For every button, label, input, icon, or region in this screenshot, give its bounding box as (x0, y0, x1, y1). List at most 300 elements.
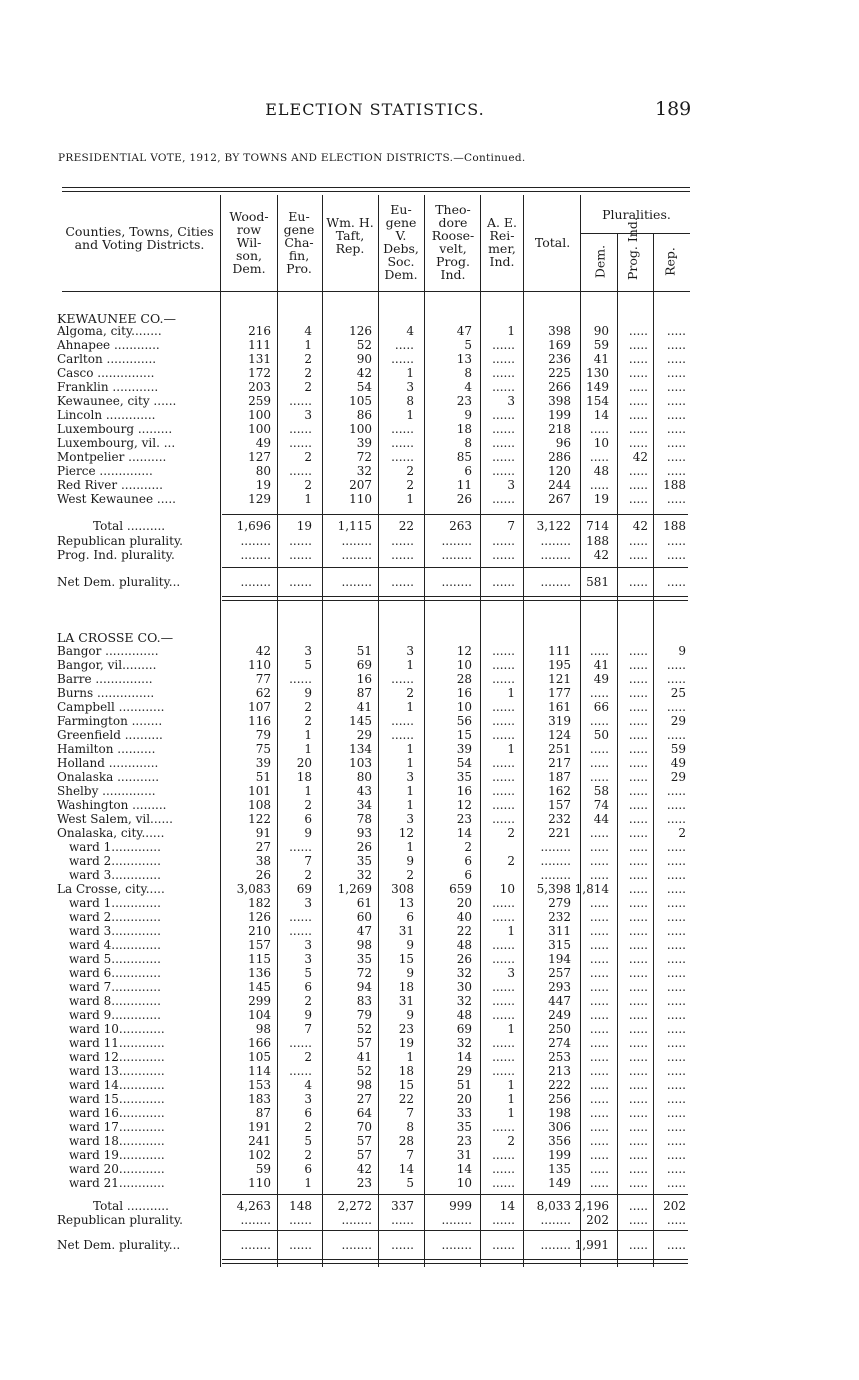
cell-taft: ........ (341, 534, 372, 548)
cell-chafin: 18 (296, 770, 312, 784)
cell-taft: 29 (356, 728, 372, 742)
cell-plur-prog: ..... (628, 478, 648, 492)
cell-wilson: ........ (240, 575, 271, 589)
cell-debs: 2 (406, 686, 414, 700)
cell-plur-dem: ..... (589, 1134, 609, 1148)
cell-taft: 57 (356, 1148, 372, 1162)
cell-chafin: 2 (304, 798, 312, 812)
cell-plur-prog: ..... (628, 658, 648, 672)
cell-wilson: 108 (248, 798, 271, 812)
cell-wilson: 153 (248, 1078, 271, 1092)
cell-total: 319 (548, 714, 571, 728)
row-label: ward 7............. (69, 980, 161, 994)
row-label: ward 4............. (69, 938, 161, 952)
cell-reimer: ...... (492, 1008, 515, 1022)
cell-debs: 1 (406, 366, 414, 380)
row-label: ward 20............ (69, 1162, 165, 1176)
cell-plur-rep: ..... (666, 882, 686, 896)
cell-reimer: 2 (507, 1134, 515, 1148)
cell-total: 5,398 (536, 882, 571, 896)
cell-plur-dem: 154 (586, 394, 609, 408)
cell-reimer: ...... (492, 756, 515, 770)
cell-plur-dem: ..... (589, 422, 609, 436)
cell-wilson: 115 (248, 952, 271, 966)
header-bottom-rule (62, 291, 690, 292)
cell-plur-dem: 66 (593, 700, 609, 714)
cell-roosevelt: ........ (441, 548, 472, 562)
cell-debs: 9 (406, 854, 414, 868)
cell-chafin: 2 (304, 700, 312, 714)
cell-wilson: ........ (240, 548, 271, 562)
cell-total: 398 (548, 394, 571, 408)
cell-chafin: 2 (304, 994, 312, 1008)
cell-plur-rep: ..... (666, 1008, 686, 1022)
cell-plur-rep: 29 (670, 714, 686, 728)
cell-plur-prog: ..... (628, 464, 648, 478)
cell-plur-dem: 44 (593, 812, 609, 826)
cell-total: 194 (548, 952, 571, 966)
cell-plur-prog: ..... (628, 770, 648, 784)
cell-chafin: 3 (304, 896, 312, 910)
cell-taft: 207 (349, 478, 372, 492)
cell-plur-prog: ..... (628, 1008, 648, 1022)
cell-taft: 2,272 (337, 1199, 372, 1213)
cell-wilson: 100 (248, 408, 271, 422)
cell-chafin: 3 (304, 952, 312, 966)
cell-chafin: 1 (304, 492, 312, 506)
cell-wilson: ........ (240, 1213, 271, 1227)
cell-roosevelt: 15 (456, 728, 472, 742)
plurality-row (0, 534, 859, 548)
cell-roosevelt: 22 (456, 924, 472, 938)
row-label: Prog. Ind. plurality. (57, 548, 175, 562)
cell-plur-dem: ..... (589, 1008, 609, 1022)
cell-plur-rep: ..... (666, 366, 686, 380)
cell-plur-prog: ..... (628, 1050, 648, 1064)
cell-chafin: 7 (304, 1022, 312, 1036)
cell-total: ........ (540, 534, 571, 548)
cell-plur-dem: 48 (593, 464, 609, 478)
cell-plur-prog: ..... (628, 1199, 648, 1213)
cell-debs: 3 (406, 770, 414, 784)
cell-chafin: ...... (289, 464, 312, 478)
cell-plur-rep: ..... (666, 324, 686, 338)
cell-plur-rep: ..... (666, 1036, 686, 1050)
row-label: ward 5............. (69, 952, 161, 966)
cell-total: 195 (548, 658, 571, 672)
cell-plur-prog: ..... (628, 910, 648, 924)
row-label: Hamilton .......... (57, 742, 156, 756)
cell-debs: 1 (406, 756, 414, 770)
cell-wilson: 42 (255, 644, 271, 658)
cell-debs: 8 (406, 394, 414, 408)
cell-total: 124 (548, 728, 571, 742)
section-end-double-rule (222, 596, 688, 601)
cell-plur-prog: ..... (628, 1162, 648, 1176)
cell-total: 169 (548, 338, 571, 352)
cell-wilson: 259 (248, 394, 271, 408)
cell-total: 222 (548, 1078, 571, 1092)
row-label: West Salem, vil...... (57, 812, 173, 826)
cell-roosevelt: 30 (456, 980, 472, 994)
cell-plur-rep: ..... (666, 672, 686, 686)
cell-chafin: 148 (289, 1199, 312, 1213)
cell-chafin: ...... (289, 672, 312, 686)
cell-debs: 31 (398, 924, 414, 938)
table-row (0, 1120, 859, 1134)
cell-total: 251 (548, 742, 571, 756)
cell-reimer: 1 (507, 1022, 515, 1036)
cell-plur-dem: ..... (589, 742, 609, 756)
table-row (0, 952, 859, 966)
cell-plur-rep: ..... (666, 658, 686, 672)
cell-reimer: ...... (492, 575, 515, 589)
cell-total: 177 (548, 686, 571, 700)
cell-total: 199 (548, 1148, 571, 1162)
cell-plur-dem: ..... (589, 994, 609, 1008)
cell-plur-rep: ..... (666, 980, 686, 994)
cell-plur-rep: ..... (666, 812, 686, 826)
cell-plur-rep: ..... (666, 338, 686, 352)
cell-plur-rep: 2 (678, 826, 686, 840)
cell-plur-dem: 188 (586, 534, 609, 548)
cell-chafin: 1 (304, 728, 312, 742)
cell-taft: 42 (356, 366, 372, 380)
row-label: Farmington ........ (57, 714, 163, 728)
cell-plur-dem: 41 (593, 352, 609, 366)
running-title: ELECTION STATISTICS. (265, 100, 485, 119)
cell-chafin: ...... (289, 1036, 312, 1050)
cell-taft: ........ (341, 548, 372, 562)
cell-total: 447 (548, 994, 571, 1008)
cell-taft: 80 (356, 770, 372, 784)
cell-plur-rep: ..... (666, 952, 686, 966)
cell-wilson: 75 (255, 742, 271, 756)
cell-plur-dem: ..... (589, 952, 609, 966)
cell-chafin: 4 (304, 324, 312, 338)
cell-wilson: 39 (255, 756, 271, 770)
cell-wilson: 126 (248, 910, 271, 924)
cell-taft: 94 (356, 980, 372, 994)
cell-plur-dem: 90 (593, 324, 609, 338)
cell-wilson: 87 (255, 1106, 271, 1120)
cell-roosevelt: 48 (456, 1008, 472, 1022)
cell-debs: 2 (406, 868, 414, 882)
cell-plur-prog: ..... (628, 338, 648, 352)
cell-wilson: ........ (240, 534, 271, 548)
cell-debs: ...... (391, 1238, 414, 1252)
cell-roosevelt: 14 (456, 1162, 472, 1176)
cell-roosevelt: 20 (456, 896, 472, 910)
row-label: ward 10............ (69, 1022, 165, 1036)
cell-taft: 47 (356, 924, 372, 938)
cell-plur-prog: ..... (628, 1134, 648, 1148)
cell-taft: ........ (341, 1238, 372, 1252)
cell-reimer: ...... (492, 380, 515, 394)
cell-reimer: ...... (492, 644, 515, 658)
cell-roosevelt: 32 (456, 1036, 472, 1050)
cell-chafin: 2 (304, 352, 312, 366)
cell-chafin: 20 (296, 756, 312, 770)
cell-plur-dem: ..... (589, 1162, 609, 1176)
cell-reimer: ...... (492, 366, 515, 380)
cell-plur-prog: ..... (628, 1106, 648, 1120)
cell-reimer: ...... (492, 1036, 515, 1050)
cell-total: 225 (548, 366, 571, 380)
cell-plur-rep: ..... (666, 784, 686, 798)
cell-chafin: 2 (304, 366, 312, 380)
cell-taft: 60 (356, 910, 372, 924)
cell-chafin: ...... (289, 910, 312, 924)
cell-plur-prog: ..... (628, 1078, 648, 1092)
row-label: Net Dem. plurality... (57, 1238, 181, 1252)
cell-plur-dem: 59 (593, 338, 609, 352)
cell-debs: 3 (406, 380, 414, 394)
row-label: ward 14............ (69, 1078, 165, 1092)
cell-debs: 1 (406, 798, 414, 812)
cell-plur-rep: ..... (666, 450, 686, 464)
cell-roosevelt: 10 (456, 658, 472, 672)
cell-plur-rep: ..... (666, 394, 686, 408)
cell-wilson: 241 (248, 1134, 271, 1148)
table-row (0, 1106, 859, 1120)
cell-plur-rep: ..... (666, 575, 686, 589)
cell-roosevelt: 10 (456, 700, 472, 714)
cell-chafin: 6 (304, 1162, 312, 1176)
table-row (0, 924, 859, 938)
cell-wilson: 299 (248, 994, 271, 1008)
cell-taft: 103 (349, 756, 372, 770)
cell-plur-dem: ..... (589, 686, 609, 700)
row-label: Franklin ............ (57, 380, 159, 394)
cell-taft: 145 (349, 714, 372, 728)
cell-chafin: 3 (304, 938, 312, 952)
cell-plur-prog: ..... (628, 575, 648, 589)
cell-debs: ...... (391, 534, 414, 548)
cell-plur-rep: ..... (666, 436, 686, 450)
cell-total: 221 (548, 826, 571, 840)
cell-plur-rep: ..... (666, 408, 686, 422)
table-row (0, 436, 859, 450)
cell-plur-dem: 10 (593, 436, 609, 450)
table-row (0, 394, 859, 408)
cell-plur-dem: 19 (593, 492, 609, 506)
cell-reimer: ...... (492, 338, 515, 352)
cell-taft: 34 (356, 798, 372, 812)
cell-plur-prog: ..... (628, 896, 648, 910)
cell-total: 311 (548, 924, 571, 938)
row-label: Barre ............... (57, 672, 153, 686)
cell-plur-dem: 50 (593, 728, 609, 742)
cell-taft: 32 (356, 868, 372, 882)
cell-reimer: ...... (492, 464, 515, 478)
cell-wilson: 49 (255, 436, 271, 450)
cell-plur-rep: ..... (666, 1148, 686, 1162)
cell-total: 279 (548, 896, 571, 910)
row-label: Net Dem. plurality... (57, 575, 181, 589)
cell-reimer: ...... (492, 1238, 515, 1252)
cell-reimer: 1 (507, 686, 515, 700)
cell-plur-prog: ..... (628, 980, 648, 994)
cell-plur-rep: ..... (666, 1162, 686, 1176)
cell-plur-prog: ..... (628, 1064, 648, 1078)
table-row (0, 854, 859, 868)
table-row (0, 826, 859, 840)
cell-wilson: 38 (255, 854, 271, 868)
cell-debs: ...... (391, 1213, 414, 1227)
cell-taft: 64 (356, 1106, 372, 1120)
cell-taft: 98 (356, 938, 372, 952)
cell-plur-prog: 42 (632, 519, 648, 533)
cell-total: 135 (548, 1162, 571, 1176)
cell-roosevelt: 32 (456, 994, 472, 1008)
cell-reimer: 1 (507, 1092, 515, 1106)
row-label: Pierce .............. (57, 464, 153, 478)
cell-taft: 32 (356, 464, 372, 478)
cell-taft: 52 (356, 1022, 372, 1036)
total-row (0, 1199, 859, 1213)
cell-reimer: 2 (507, 854, 515, 868)
cell-plur-prog: ..... (628, 1148, 648, 1162)
cell-total: 217 (548, 756, 571, 770)
cell-taft: 1,115 (337, 519, 372, 533)
cell-wilson: 114 (248, 1064, 271, 1078)
subtotal-rule (222, 1194, 688, 1195)
cell-roosevelt: 33 (456, 1106, 472, 1120)
cell-chafin: ...... (289, 422, 312, 436)
cell-roosevelt: 6 (464, 868, 472, 882)
cell-debs: 1 (406, 742, 414, 756)
cell-reimer: ...... (492, 548, 515, 562)
cell-taft: 78 (356, 812, 372, 826)
plurality-row (0, 1213, 859, 1227)
col-header-plur-prog: Prog. Ind. (625, 217, 640, 280)
cell-roosevelt: 9 (464, 408, 472, 422)
cell-debs: 1 (406, 658, 414, 672)
table-subtitle: PRESIDENTIAL VOTE, 1912, BY TOWNS AND ELECTION DISTRICTS.—Continued. (58, 152, 526, 164)
cell-wilson: 79 (255, 728, 271, 742)
cell-plur-dem: 1,814 (574, 882, 609, 896)
cell-total: ........ (540, 575, 571, 589)
cell-plur-prog: ..... (628, 1238, 648, 1252)
cell-wilson: 183 (248, 1092, 271, 1106)
cell-wilson: 80 (255, 464, 271, 478)
cell-plur-dem: ..... (589, 1120, 609, 1134)
cell-roosevelt: 11 (456, 478, 472, 492)
row-label: ward 8............. (69, 994, 161, 1008)
row-label: Lincoln ............. (57, 408, 156, 422)
col-header-plur-dem: Dem. (592, 244, 608, 279)
cell-chafin: 2 (304, 380, 312, 394)
cell-debs: 2 (406, 478, 414, 492)
cell-plur-dem: 74 (593, 798, 609, 812)
cell-plur-prog: ..... (628, 924, 648, 938)
cell-roosevelt: 12 (456, 644, 472, 658)
cell-plur-prog: ..... (628, 938, 648, 952)
col-header-total: Total. (534, 235, 571, 250)
cell-roosevelt: ........ (441, 534, 472, 548)
cell-plur-prog: ..... (628, 1022, 648, 1036)
cell-reimer: 1 (507, 324, 515, 338)
cell-plur-rep: ..... (666, 352, 686, 366)
cell-plur-rep: ..... (666, 422, 686, 436)
table-row (0, 980, 859, 994)
cell-total: ........ (540, 1238, 571, 1252)
cell-debs: 9 (406, 938, 414, 952)
cell-plur-dem: ..... (589, 1176, 609, 1190)
cell-plur-rep: 29 (670, 770, 686, 784)
cell-plur-rep: ..... (666, 1238, 686, 1252)
cell-taft: ........ (341, 1213, 372, 1227)
cell-plur-dem: ..... (589, 840, 609, 854)
cell-plur-prog: ..... (628, 854, 648, 868)
cell-debs: ...... (391, 548, 414, 562)
cell-plur-dem: ..... (589, 1036, 609, 1050)
cell-chafin: ...... (289, 575, 312, 589)
cell-taft: 27 (356, 1092, 372, 1106)
cell-plur-dem: 49 (593, 672, 609, 686)
cell-wilson: 191 (248, 1120, 271, 1134)
cell-taft: 41 (356, 1050, 372, 1064)
cell-taft: 52 (356, 1064, 372, 1078)
cell-debs: ..... (394, 338, 414, 352)
cell-total: 286 (548, 450, 571, 464)
table-row (0, 324, 859, 338)
cell-roosevelt: 14 (456, 826, 472, 840)
cell-total: 249 (548, 1008, 571, 1022)
cell-total: 161 (548, 700, 571, 714)
cell-plur-dem: ..... (589, 896, 609, 910)
cell-reimer: 14 (499, 1199, 515, 1213)
table-row (0, 1092, 859, 1106)
cell-plur-dem: 1,991 (574, 1238, 609, 1252)
cell-roosevelt: 32 (456, 966, 472, 980)
row-label: ward 11............ (69, 1036, 165, 1050)
cell-chafin: 9 (304, 686, 312, 700)
table-row (0, 464, 859, 478)
cell-taft: 105 (349, 394, 372, 408)
cell-wilson: 131 (248, 352, 271, 366)
cell-plur-rep: ..... (666, 1176, 686, 1190)
table-row (0, 896, 859, 910)
col-header-debs: Eu-gene V. Debs, Soc. Dem. (383, 202, 419, 282)
row-label: Bangor .............. (57, 644, 159, 658)
cell-wilson: 3,083 (236, 882, 271, 896)
cell-wilson: 1,696 (236, 519, 271, 533)
cell-total: 162 (548, 784, 571, 798)
cell-taft: 93 (356, 826, 372, 840)
cell-plur-rep: ..... (666, 464, 686, 478)
col-header-taft: Wm. H. Taft, Rep. (326, 215, 374, 256)
cell-roosevelt: 8 (464, 366, 472, 380)
cell-reimer: ...... (492, 812, 515, 826)
cell-reimer: ...... (492, 700, 515, 714)
cell-taft: 100 (349, 422, 372, 436)
cell-debs: 15 (398, 952, 414, 966)
cell-roosevelt: 6 (464, 854, 472, 868)
cell-roosevelt: 999 (449, 1199, 472, 1213)
cell-wilson: 157 (248, 938, 271, 952)
subtotal-rule (222, 514, 688, 515)
cell-roosevelt: 39 (456, 742, 472, 756)
row-label: Algoma, city........ (57, 324, 162, 338)
plurality-rule (222, 567, 688, 568)
cell-plur-prog: ..... (628, 994, 648, 1008)
cell-debs: 1 (406, 784, 414, 798)
cell-wilson: 203 (248, 380, 271, 394)
cell-chafin: ...... (289, 1213, 312, 1227)
cell-reimer: 2 (507, 826, 515, 840)
